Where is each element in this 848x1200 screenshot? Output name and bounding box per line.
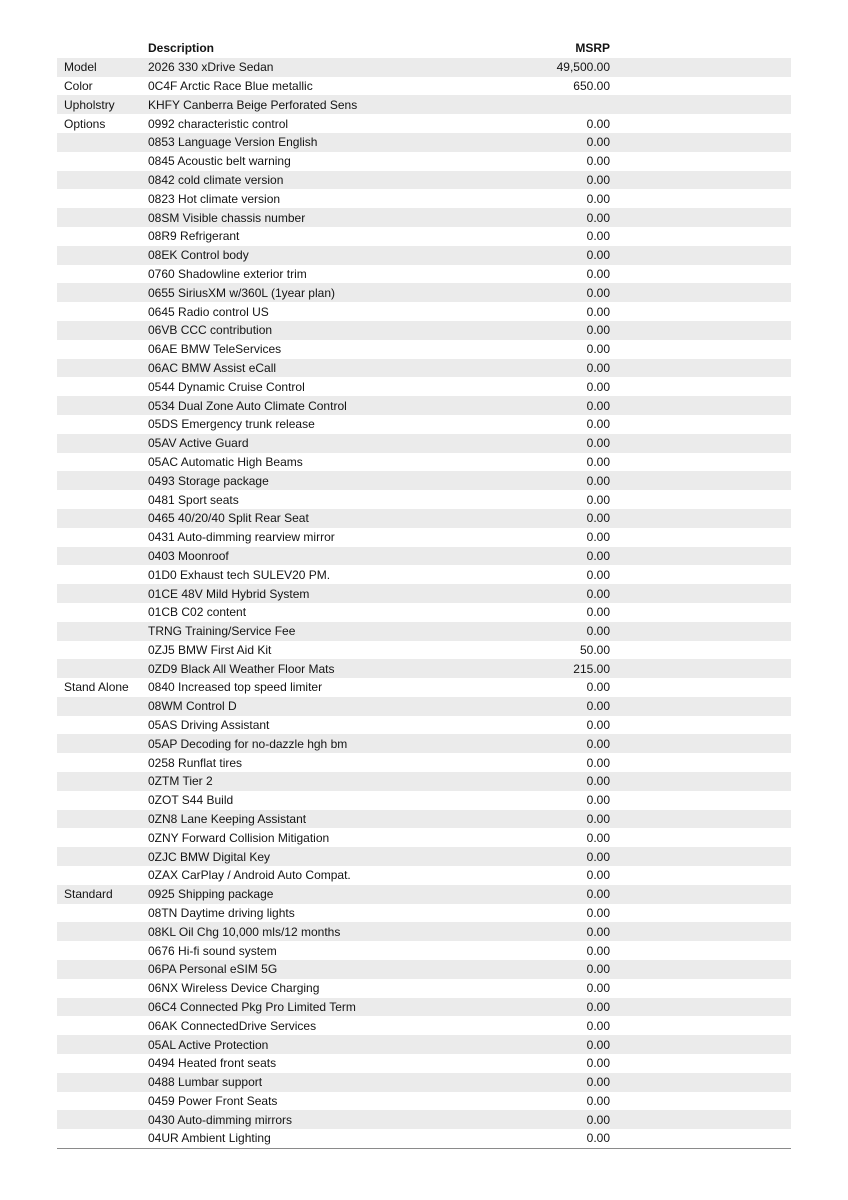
table-row <box>57 528 791 547</box>
row-msrp: 0.00 <box>586 360 610 375</box>
table-row <box>57 227 791 246</box>
row-filler <box>610 152 791 171</box>
row-category: Model <box>64 60 97 75</box>
row-description: 0ZAX CarPlay / Android Auto Compat. <box>148 868 351 883</box>
row-category <box>57 866 148 885</box>
row-filler <box>610 1035 791 1054</box>
row-category <box>57 453 148 472</box>
table-row <box>57 828 791 847</box>
row-category <box>57 283 148 302</box>
row-filler <box>610 283 791 302</box>
row-filler <box>610 866 791 885</box>
row-filler <box>610 960 791 979</box>
row-filler <box>610 453 791 472</box>
row-filler <box>610 434 791 453</box>
row-description: 0ZOT S44 Build <box>148 793 234 808</box>
row-description: 0ZD9 Black All Weather Floor Mats <box>148 661 335 676</box>
table-row <box>57 791 791 810</box>
header-category <box>57 39 148 58</box>
table-row <box>57 866 791 885</box>
row-category <box>57 133 148 152</box>
table-row <box>57 979 791 998</box>
row-description: 0403 Moonroof <box>148 548 229 563</box>
row-description: 05AP Decoding for no-dazzle hgh bm <box>148 736 348 751</box>
row-msrp: 0.00 <box>586 1131 610 1146</box>
table-row <box>57 810 791 829</box>
row-description: 0842 cold climate version <box>148 172 284 187</box>
table-row <box>57 189 791 208</box>
row-msrp: 0.00 <box>586 849 610 864</box>
row-msrp: 0.00 <box>586 530 610 545</box>
row-msrp: 0.00 <box>586 210 610 225</box>
row-msrp: 0.00 <box>586 342 610 357</box>
row-filler <box>610 791 791 810</box>
row-description: 06VB CCC contribution <box>148 323 273 338</box>
table-row <box>57 1110 791 1129</box>
row-description: 0431 Auto-dimming rearview mirror <box>148 530 335 545</box>
row-description: 06C4 Connected Pkg Pro Limited Term <box>148 1000 356 1015</box>
row-filler <box>610 979 791 998</box>
row-description: 0655 SiriusXM w/360L (1year plan) <box>148 285 335 300</box>
row-filler <box>610 171 791 190</box>
row-category <box>57 490 148 509</box>
row-msrp: 0.00 <box>586 774 610 789</box>
row-description: 06PA Personal eSIM 5G <box>148 962 278 977</box>
row-filler <box>610 1129 791 1148</box>
row-msrp: 50.00 <box>579 642 610 657</box>
row-filler <box>610 396 791 415</box>
row-msrp: 650.00 <box>573 78 610 93</box>
table-row <box>57 847 791 866</box>
row-msrp: 0.00 <box>586 1056 610 1071</box>
table-row <box>57 941 791 960</box>
row-description: 05AS Driving Assistant <box>148 718 270 733</box>
row-filler <box>610 1110 791 1129</box>
row-description: 0C4F Arctic Race Blue metallic <box>148 78 313 93</box>
row-category <box>57 1092 148 1111</box>
row-filler <box>610 697 791 716</box>
row-msrp: 0.00 <box>586 304 610 319</box>
row-filler <box>610 641 791 660</box>
row-msrp: 0.00 <box>586 699 610 714</box>
table-row <box>57 697 791 716</box>
table-row <box>57 415 791 434</box>
row-msrp: 0.00 <box>586 436 610 451</box>
row-msrp: 0.00 <box>586 548 610 563</box>
row-description: 0676 Hi-fi sound system <box>148 943 277 958</box>
row-description: 0ZNY Forward Collision Mitigation <box>148 830 330 845</box>
table-row <box>57 904 791 923</box>
row-msrp: 49,500.00 <box>556 60 610 75</box>
row-filler <box>610 1092 791 1111</box>
row-msrp: 0.00 <box>586 116 610 131</box>
row-description: 0494 Heated front seats <box>148 1056 277 1071</box>
row-filler <box>610 227 791 246</box>
row-category: Standard <box>64 887 113 902</box>
row-filler <box>610 659 791 678</box>
row-filler <box>610 114 791 133</box>
row-description: 0845 Acoustic belt warning <box>148 154 291 169</box>
row-msrp: 0.00 <box>586 511 610 526</box>
row-filler <box>610 509 791 528</box>
table-row <box>57 1054 791 1073</box>
row-filler <box>610 772 791 791</box>
table-row <box>57 265 791 284</box>
row-category <box>57 528 148 547</box>
row-category <box>57 1073 148 1092</box>
table-row <box>57 998 791 1017</box>
row-filler <box>610 208 791 227</box>
row-description: 0992 characteristic control <box>148 116 289 131</box>
row-filler <box>610 265 791 284</box>
table-row <box>57 283 791 302</box>
row-description: 0645 Radio control US <box>148 304 269 319</box>
row-filler <box>610 753 791 772</box>
row-category <box>57 246 148 265</box>
row-category <box>57 716 148 735</box>
row-description: 08WM Control D <box>148 699 237 714</box>
header-row <box>57 39 791 58</box>
row-category <box>57 434 148 453</box>
row-description: 0823 Hot climate version <box>148 191 281 206</box>
row-description: 0925 Shipping package <box>148 887 274 902</box>
row-description: 0258 Runflat tires <box>148 755 243 770</box>
row-category <box>57 1110 148 1129</box>
row-msrp: 0.00 <box>586 248 610 263</box>
row-category <box>57 791 148 810</box>
row-description: 06AK ConnectedDrive Services <box>148 1018 317 1033</box>
row-category <box>57 171 148 190</box>
row-description: 06AE BMW TeleServices <box>148 342 282 357</box>
row-msrp: 0.00 <box>586 624 610 639</box>
row-msrp: 0.00 <box>586 793 610 808</box>
row-msrp: 0.00 <box>586 154 610 169</box>
row-description: 08R9 Refrigerant <box>148 229 240 244</box>
table-row <box>57 77 791 96</box>
row-msrp: 0.00 <box>586 191 610 206</box>
row-description: 0465 40/20/40 Split Rear Seat <box>148 511 309 526</box>
row-msrp: 0.00 <box>586 924 610 939</box>
row-description: 05AL Active Protection <box>148 1037 269 1052</box>
row-category <box>57 340 148 359</box>
row-filler <box>610 95 791 114</box>
row-description: 0853 Language Version English <box>148 135 318 150</box>
table-row <box>57 208 791 227</box>
row-category <box>57 1129 148 1148</box>
row-category <box>57 396 148 415</box>
row-filler <box>610 471 791 490</box>
row-filler <box>610 885 791 904</box>
row-category <box>57 152 148 171</box>
row-category <box>57 359 148 378</box>
row-description: 08SM Visible chassis number <box>148 210 306 225</box>
row-filler <box>610 133 791 152</box>
row-category <box>57 302 148 321</box>
row-description: 0840 Increased top speed limiter <box>148 680 323 695</box>
row-filler <box>610 340 791 359</box>
header-description: Description <box>148 39 458 58</box>
row-description: 05AC Automatic High Beams <box>148 454 303 469</box>
row-category <box>57 622 148 641</box>
table-row <box>57 659 791 678</box>
row-filler <box>610 490 791 509</box>
table-row <box>57 114 791 133</box>
row-msrp: 0.00 <box>586 417 610 432</box>
row-msrp: 0.00 <box>586 586 610 601</box>
row-description: 08KL Oil Chg 10,000 mls/12 months <box>148 924 341 939</box>
table-row <box>57 321 791 340</box>
row-msrp: 0.00 <box>586 906 610 921</box>
table-row <box>57 1035 791 1054</box>
row-category <box>57 584 148 603</box>
row-category <box>57 509 148 528</box>
row-description: 05AV Active Guard <box>148 436 249 451</box>
row-category <box>57 847 148 866</box>
row-description: 0ZTM Tier 2 <box>148 774 213 789</box>
row-msrp: 0.00 <box>586 285 610 300</box>
table-body <box>57 58 791 1148</box>
row-filler <box>610 847 791 866</box>
row-category <box>57 471 148 490</box>
row-filler <box>610 716 791 735</box>
row-msrp: 0.00 <box>586 379 610 394</box>
row-msrp: 0.00 <box>586 398 610 413</box>
document-sheet <box>57 39 791 1149</box>
row-description: 06NX Wireless Device Charging <box>148 981 320 996</box>
table-row <box>57 58 791 77</box>
row-filler <box>610 810 791 829</box>
row-msrp: 0.00 <box>586 473 610 488</box>
row-msrp: 0.00 <box>586 680 610 695</box>
table-row <box>57 171 791 190</box>
row-filler <box>610 302 791 321</box>
table-header <box>57 39 791 58</box>
row-msrp: 0.00 <box>586 605 610 620</box>
row-filler <box>610 998 791 1017</box>
row-category <box>57 227 148 246</box>
table-row <box>57 434 791 453</box>
row-msrp: 0.00 <box>586 323 610 338</box>
row-filler <box>610 584 791 603</box>
row-filler <box>610 904 791 923</box>
row-description: 08TN Daytime driving lights <box>148 906 295 921</box>
row-category <box>57 828 148 847</box>
row-filler <box>610 321 791 340</box>
table-row <box>57 734 791 753</box>
row-msrp: 0.00 <box>586 755 610 770</box>
row-msrp: 0.00 <box>586 454 610 469</box>
row-category <box>57 979 148 998</box>
row-category <box>57 415 148 434</box>
row-description: 08EK Control body <box>148 248 249 263</box>
row-category <box>57 377 148 396</box>
table-row <box>57 95 791 114</box>
row-description: 01D0 Exhaust tech SULEV20 PM. <box>148 567 331 582</box>
row-msrp: 0.00 <box>586 1075 610 1090</box>
row-msrp: 0.00 <box>586 830 610 845</box>
row-category <box>57 998 148 1017</box>
table-row <box>57 584 791 603</box>
row-category <box>57 208 148 227</box>
row-category <box>57 265 148 284</box>
row-msrp: 0.00 <box>586 962 610 977</box>
row-filler <box>610 528 791 547</box>
row-category <box>57 941 148 960</box>
row-filler <box>610 1016 791 1035</box>
row-filler <box>610 547 791 566</box>
row-description: 0534 Dual Zone Auto Climate Control <box>148 398 347 413</box>
row-category <box>57 189 148 208</box>
row-category <box>57 960 148 979</box>
table-row <box>57 622 791 641</box>
row-msrp: 0.00 <box>586 266 610 281</box>
row-description: 0481 Sport seats <box>148 492 239 507</box>
row-category: Color <box>64 78 93 93</box>
row-filler <box>610 603 791 622</box>
table-row <box>57 377 791 396</box>
row-msrp: 0.00 <box>586 943 610 958</box>
row-msrp <box>458 95 610 114</box>
table-row <box>57 565 791 584</box>
row-category <box>57 753 148 772</box>
row-msrp: 0.00 <box>586 812 610 827</box>
row-msrp: 0.00 <box>586 135 610 150</box>
row-description: 06AC BMW Assist eCall <box>148 360 277 375</box>
row-description: 0459 Power Front Seats <box>148 1094 278 1109</box>
row-description: 0ZJ5 BMW First Aid Kit <box>148 642 272 657</box>
row-filler <box>610 622 791 641</box>
table-row <box>57 246 791 265</box>
table-row <box>57 716 791 735</box>
row-category <box>57 565 148 584</box>
row-description: 0ZN8 Lane Keeping Assistant <box>148 812 307 827</box>
table-row <box>57 509 791 528</box>
row-msrp: 0.00 <box>586 981 610 996</box>
row-description: 0488 Lumbar support <box>148 1075 263 1090</box>
row-description: 04UR Ambient Lighting <box>148 1131 271 1146</box>
header-filler <box>610 39 791 58</box>
table-row <box>57 340 791 359</box>
table-row <box>57 490 791 509</box>
row-filler <box>610 359 791 378</box>
table-row <box>57 1129 791 1148</box>
header-msrp: MSRP <box>458 39 610 58</box>
row-filler <box>610 77 791 96</box>
row-filler <box>610 377 791 396</box>
row-description: TRNG Training/Service Fee <box>148 624 296 639</box>
row-filler <box>610 415 791 434</box>
row-category: Stand Alone <box>64 680 129 695</box>
table-row <box>57 753 791 772</box>
row-description: KHFY Canberra Beige Perforated Sens <box>148 97 358 112</box>
table-row <box>57 302 791 321</box>
table-row <box>57 922 791 941</box>
row-msrp: 0.00 <box>586 1037 610 1052</box>
table-row <box>57 152 791 171</box>
row-msrp: 0.00 <box>586 229 610 244</box>
table-row <box>57 1092 791 1111</box>
table-row <box>57 453 791 472</box>
row-category: Options <box>64 116 106 131</box>
row-filler <box>610 189 791 208</box>
row-category <box>57 603 148 622</box>
row-category <box>57 922 148 941</box>
table-row <box>57 641 791 660</box>
row-category <box>57 697 148 716</box>
row-filler <box>610 678 791 697</box>
row-description: 0ZJC BMW Digital Key <box>148 849 271 864</box>
row-category <box>57 1054 148 1073</box>
row-description: 01CB C02 content <box>148 605 247 620</box>
table-row <box>57 885 791 904</box>
table-row <box>57 1016 791 1035</box>
vehicle-spec-table <box>57 39 791 1149</box>
row-filler <box>610 828 791 847</box>
row-msrp: 0.00 <box>586 1112 610 1127</box>
table-row <box>57 471 791 490</box>
row-filler <box>610 941 791 960</box>
row-category <box>57 547 148 566</box>
row-filler <box>610 1073 791 1092</box>
row-msrp: 0.00 <box>586 1000 610 1015</box>
row-category <box>57 659 148 678</box>
row-msrp: 0.00 <box>586 492 610 507</box>
table-row <box>57 603 791 622</box>
row-filler <box>610 734 791 753</box>
row-msrp: 0.00 <box>586 887 610 902</box>
row-description: 2026 330 xDrive Sedan <box>148 60 274 75</box>
row-filler <box>610 922 791 941</box>
row-description: 0544 Dynamic Cruise Control <box>148 379 305 394</box>
row-description: 0760 Shadowline exterior trim <box>148 266 307 281</box>
row-category <box>57 810 148 829</box>
row-filler <box>610 565 791 584</box>
table-row <box>57 133 791 152</box>
row-filler <box>610 58 791 77</box>
table-row <box>57 678 791 697</box>
row-category <box>57 1035 148 1054</box>
table-row <box>57 960 791 979</box>
row-description: 01CE 48V Mild Hybrid System <box>148 586 310 601</box>
row-msrp: 0.00 <box>586 868 610 883</box>
table-row <box>57 547 791 566</box>
table-row <box>57 1073 791 1092</box>
row-description: 05DS Emergency trunk release <box>148 417 315 432</box>
row-msrp: 0.00 <box>586 718 610 733</box>
row-msrp: 0.00 <box>586 172 610 187</box>
row-category <box>57 321 148 340</box>
row-description: 0493 Storage package <box>148 473 269 488</box>
row-msrp: 0.00 <box>586 567 610 582</box>
row-msrp: 0.00 <box>586 1018 610 1033</box>
table-row <box>57 359 791 378</box>
row-description: 0430 Auto-dimming mirrors <box>148 1112 293 1127</box>
row-filler <box>610 246 791 265</box>
row-category <box>57 641 148 660</box>
row-category <box>57 1016 148 1035</box>
table-row <box>57 396 791 415</box>
row-category <box>57 734 148 753</box>
row-msrp: 0.00 <box>586 1094 610 1109</box>
row-category: Upholstry <box>64 97 115 112</box>
table-row <box>57 772 791 791</box>
row-category <box>57 904 148 923</box>
row-msrp: 0.00 <box>586 736 610 751</box>
row-msrp: 215.00 <box>573 661 610 676</box>
row-category <box>57 772 148 791</box>
row-filler <box>610 1054 791 1073</box>
